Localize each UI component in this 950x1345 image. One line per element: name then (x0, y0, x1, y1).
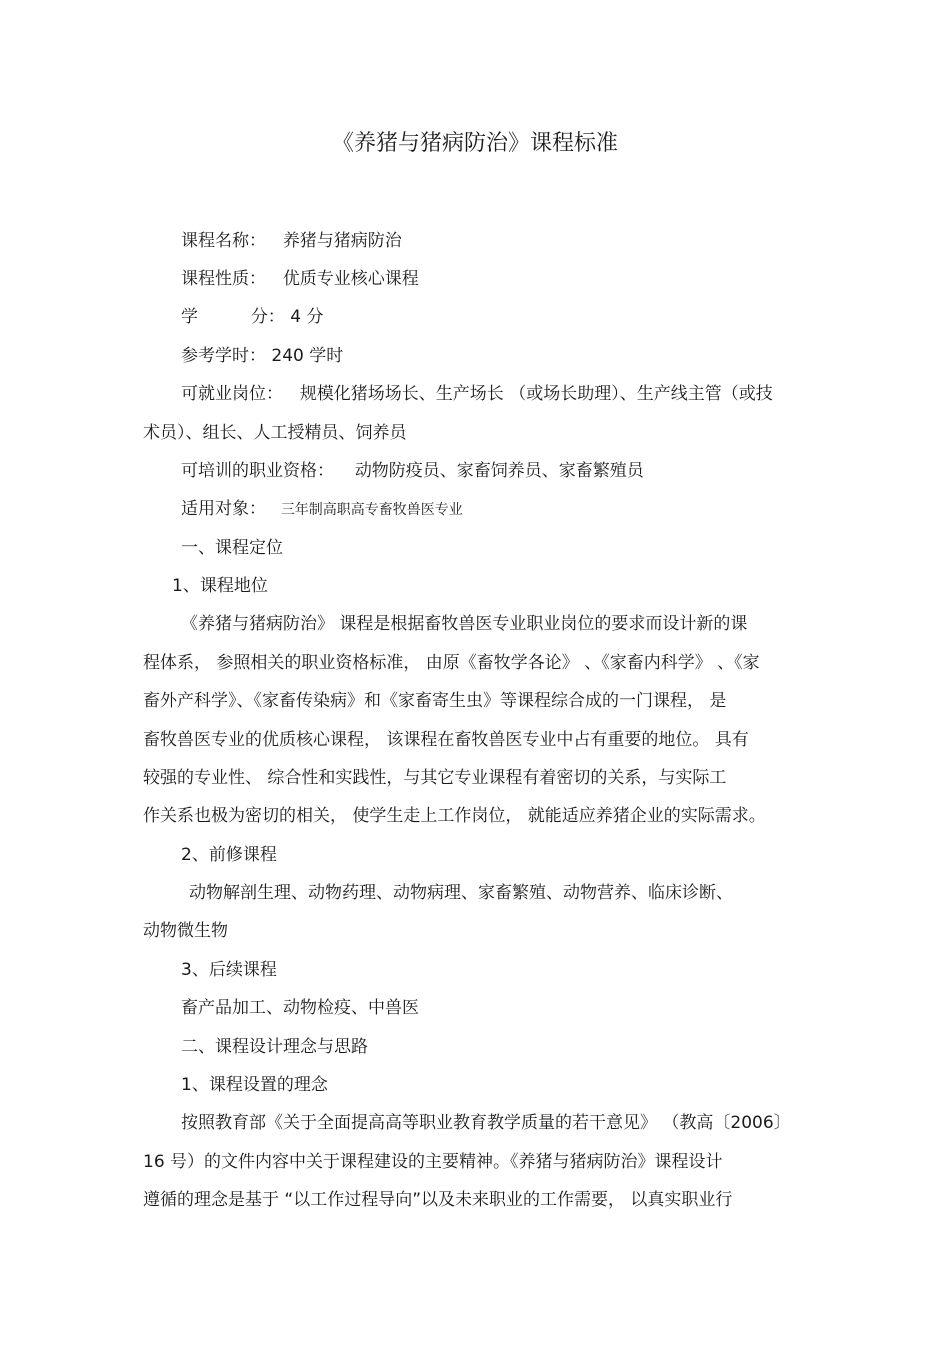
paragraph-line: 《养猪与猪病防治》 课程是根据畜牧兽医专业职业岗位的要求而设计新的课 (181, 614, 748, 634)
paragraph-line: 16 号）的文件内容中关于课程建设的主要精神。《养猪与猪病防治》课程设计 (143, 1152, 723, 1172)
paragraph-line: 动物解剖生理、动物药理、动物病理、家畜繁殖、动物营养、临床诊断、 (189, 883, 733, 903)
subsection-1-3-heading: 3、后续课程 (181, 960, 277, 980)
subsection-2-1-heading: 1、课程设置的理念 (181, 1075, 328, 1095)
paragraph-line: 畜产品加工、动物检疫、中兽医 (181, 998, 419, 1018)
credit-label-part2: 分： (250, 307, 285, 327)
paragraph-line: 动物微生物 (143, 921, 228, 941)
jobs-label: 可就业岗位： (181, 384, 283, 404)
target-label: 适用对象： (181, 499, 266, 519)
subsection-1-1-heading: 1、课程地位 (172, 576, 268, 596)
section-2-heading: 二、课程设计理念与思路 (181, 1037, 368, 1057)
paragraph-line: 程体系， 参照相关的职业资格标准， 由原《畜牧学各论》 、《家畜内科学》 、《家 (143, 653, 760, 673)
credit-label-part1: 学 (181, 307, 198, 327)
course-name-row (181, 229, 402, 253)
paragraph-line: 畜牧兽医专业的优质核心课程， 该课程在畜牧兽医专业中占有重要的地位。 具有 (143, 730, 749, 750)
target-row (181, 497, 463, 522)
credit-row (181, 305, 323, 329)
certification-label: 可培训的职业资格： (181, 461, 334, 481)
certification-value: 动物防疫员、家畜饲养员、家畜繁殖员 (354, 461, 644, 481)
paragraph-line: 较强的专业性、 综合性和实践性，与其它专业课程有着密切的关系，与实际工 (143, 768, 727, 788)
paragraph-line: 遵循的理念是基于 “以工作过程导向”以及未来职业的工作需要， 以真实职业行 (143, 1190, 733, 1210)
jobs-value-line2: 术员）、组长、人工授精员、饲养员 (143, 423, 407, 443)
course-nature-value: 优质专业核心课程 (282, 269, 419, 289)
jobs-row (181, 382, 773, 406)
hours-value: 240 学时 (271, 346, 344, 366)
jobs-value-line1: 规模化猪场场长、生产场长 （或场长助理）、生产线主管（或技 (299, 384, 773, 404)
paragraph-line: 按照教育部《关于全面提高高等职业教育教学质量的若干意见》 （教高〔2006〕 (181, 1113, 791, 1133)
paragraph-line: 作关系也极为密切的相关， 使学生走上工作岗位， 就能适应养猪企业的实际需求。 (143, 806, 766, 826)
course-name-label: 课程名称： (181, 231, 266, 251)
course-name-value: 养猪与猪病防治 (282, 231, 402, 251)
paragraph-line: 畜外产科学》、《家畜传染病》和《家畜寄生虫》等课程综合成的一门课程， 是 (143, 691, 727, 711)
target-value: 三年制高职高专畜牧兽医专业 (280, 502, 463, 518)
course-nature-label: 课程性质： (181, 269, 266, 289)
document-title: 《养猪与猪病防治》课程标准 (331, 131, 618, 156)
credit-value: 4 分 (290, 307, 324, 327)
section-1-heading: 一、课程定位 (181, 538, 283, 558)
course-nature-row (181, 267, 419, 291)
certification-row (181, 459, 644, 483)
hours-label: 参考学时： (181, 346, 266, 366)
subsection-1-2-heading: 2、前修课程 (181, 845, 277, 865)
hours-row (181, 344, 343, 368)
